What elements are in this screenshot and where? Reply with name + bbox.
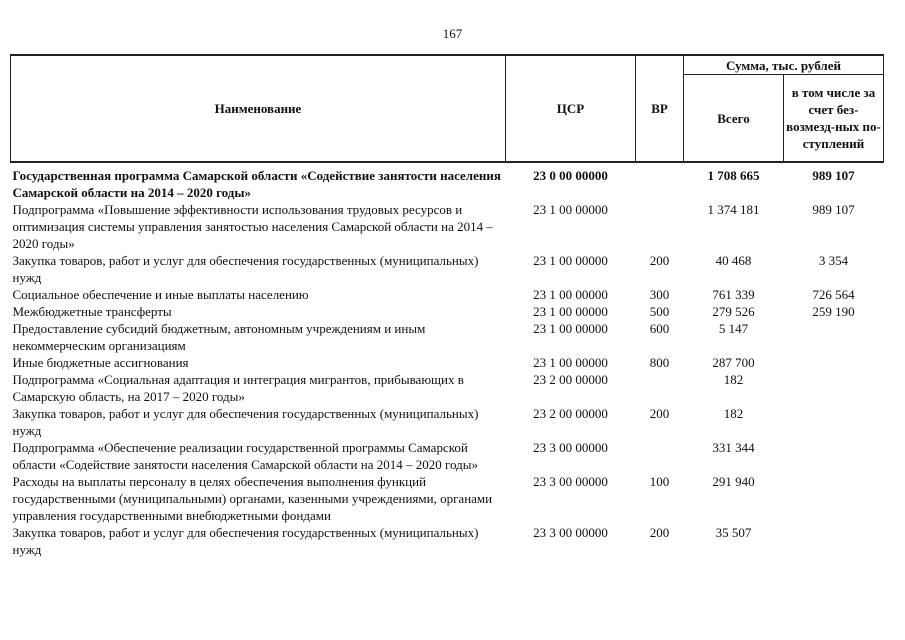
header-total: Всего	[684, 75, 784, 163]
cell-vr: 800	[649, 355, 670, 370]
table-row	[11, 524, 884, 558]
cell-name: Расходы на выплаты персоналу в целях обеспечения выполнения функций государственными (муниципальными) органами, казенными учреждениями, органами управления государственными внебюджетными фондами	[12, 474, 493, 523]
cell-vr	[636, 201, 684, 252]
header-incl-free: в том числе за счет без-возмезд-ных по-ступлений	[784, 75, 884, 163]
header-csr: ЦСР	[506, 55, 636, 162]
table-row	[11, 371, 884, 405]
cell-free	[784, 405, 884, 439]
cell-free	[784, 320, 884, 354]
cell-name: Закупка товаров, работ и услуг для обеспечения государственных (муниципальных) нужд	[12, 406, 479, 438]
cell-vr: 200	[649, 525, 670, 540]
cell-free	[784, 439, 884, 473]
table-body	[11, 162, 884, 558]
cell-total: 291 940	[712, 474, 755, 489]
cell-csr: 23 1 00 00000	[533, 304, 608, 319]
cell-total: 35 507	[715, 525, 752, 540]
cell-name: Межбюджетные трансферты	[12, 304, 172, 319]
cell-name: Иные бюджетные ассигнования	[12, 355, 189, 370]
cell-csr: 23 0 00 00000	[533, 168, 608, 183]
cell-total: 182	[723, 372, 744, 387]
cell-name: Социальное обеспечение и иные выплаты населению	[12, 287, 309, 302]
cell-total: 279 526	[712, 304, 755, 319]
cell-free: 989 107	[812, 168, 855, 183]
cell-vr: 100	[649, 474, 670, 489]
table-row	[11, 303, 884, 320]
cell-total: 1 708 665	[707, 168, 760, 183]
cell-free	[784, 473, 884, 524]
cell-free	[784, 354, 884, 371]
cell-csr: 23 3 00 00000	[533, 525, 608, 540]
cell-total: 331 344	[712, 440, 755, 455]
cell-free: 3 354	[818, 253, 849, 268]
cell-total: 1 374 181	[707, 202, 760, 217]
cell-free: 726 564	[812, 287, 855, 302]
cell-vr	[636, 371, 684, 405]
cell-csr: 23 1 00 00000	[533, 355, 608, 370]
table-row	[11, 201, 884, 252]
cell-free	[784, 524, 884, 558]
cell-free: 259 190	[812, 304, 855, 319]
table-row	[11, 473, 884, 524]
cell-name: Подпрограмма «Обеспечение реализации государственной программы Самарской области «Содействие занятости населения Самарской области на 2014 – 2020 годы»	[12, 440, 478, 472]
page-number: 167	[442, 26, 463, 41]
cell-name: Подпрограмма «Повышение эффективности использования трудовых ресурсов и оптимизация системы управления занятостью населения Самарской области на 2014 – 2020 годы»	[12, 202, 493, 251]
table-row	[11, 162, 884, 201]
header-vr: ВР	[636, 55, 684, 162]
header-name: Наименование	[11, 55, 506, 162]
cell-csr: 23 1 00 00000	[533, 253, 608, 268]
cell-free: 989 107	[812, 202, 855, 217]
table-row	[11, 405, 884, 439]
cell-vr: 200	[649, 253, 670, 268]
cell-vr: 500	[649, 304, 670, 319]
cell-vr: 300	[649, 287, 670, 302]
cell-vr	[636, 162, 684, 201]
cell-total: 40 468	[715, 253, 752, 268]
cell-name: Закупка товаров, работ и услуг для обеспечения государственных (муниципальных) нужд	[12, 525, 479, 557]
cell-name: Подпрограмма «Социальная адаптация и интеграция мигрантов, прибывающих в Самарскую область, на 2017 – 2020 годы»	[12, 372, 464, 404]
cell-csr: 23 3 00 00000	[533, 474, 608, 489]
cell-total: 5 147	[718, 321, 749, 336]
table-row	[11, 354, 884, 371]
table-row	[11, 439, 884, 473]
cell-csr: 23 1 00 00000	[533, 287, 608, 302]
cell-free	[784, 371, 884, 405]
cell-name: Предоставление субсидий бюджетным, автономным учреждениям и иным некоммерческим организациям	[12, 321, 426, 353]
cell-csr: 23 2 00 00000	[533, 406, 608, 421]
cell-vr	[636, 439, 684, 473]
cell-csr: 23 3 00 00000	[533, 440, 608, 455]
cell-vr: 600	[649, 321, 670, 336]
cell-name: Государственная программа Самарской области «Содействие занятости населения Самарской области на 2014 – 2020 годы»	[12, 168, 501, 200]
cell-name: Закупка товаров, работ и услуг для обеспечения государственных (муниципальных) нужд	[12, 253, 479, 285]
cell-vr: 200	[649, 406, 670, 421]
table-row	[11, 252, 884, 286]
cell-total: 287 700	[712, 355, 755, 370]
cell-csr: 23 2 00 00000	[533, 372, 608, 387]
cell-csr: 23 1 00 00000	[533, 321, 608, 336]
table-row	[11, 320, 884, 354]
budget-table	[10, 54, 884, 558]
cell-total: 761 339	[712, 287, 755, 302]
header-sum: Сумма, тыс. рублей	[684, 55, 884, 75]
cell-csr: 23 1 00 00000	[533, 202, 608, 217]
cell-total: 182	[723, 406, 744, 421]
table-row	[11, 286, 884, 303]
